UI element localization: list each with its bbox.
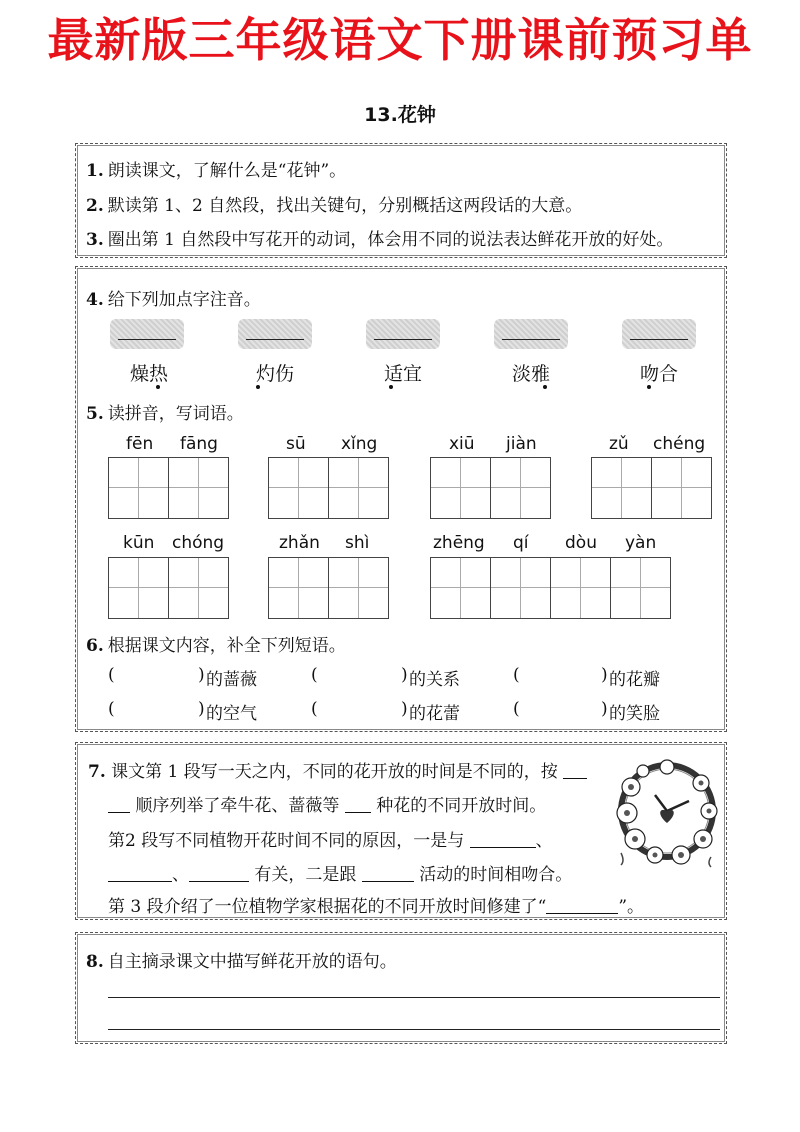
phrase-text: 的花瓣 [609,670,660,690]
question-number: 8. [86,952,104,972]
question-text: 圈出第 1 自然段中写花开的动词，体会用不同的说法表达鲜花开放的好处。 [107,230,674,250]
question-number: 6. [86,636,104,656]
dotted-word: 适宜 [383,363,422,385]
q7-text: 、 [535,831,553,851]
q7-text: 顺序列举了牵牛花、蔷薇等 [135,796,340,816]
question-text: 自主摘录课文中描写鲜花开放的语句。 [107,952,397,972]
answer-blank[interactable] [108,811,130,813]
close-paren: ) [401,699,408,719]
q7-line-3 [108,826,553,851]
question-number: 3. [86,230,104,250]
question-number: 4. [86,290,104,310]
writing-grid[interactable] [108,557,229,619]
pinyin-label: xiū [449,434,475,454]
open-paren: ( [108,665,115,685]
answer-blank[interactable] [563,777,587,779]
question-text: 根据课文内容，补全下列短语。 [107,636,346,656]
answer-blank[interactable] [470,846,536,848]
writing-grid[interactable] [268,557,389,619]
writing-grid[interactable] [430,557,671,619]
pinyin-label: fāng [180,434,218,454]
question-number: 7. [88,762,106,782]
close-paren: ) [601,665,608,685]
pinyin-answer-box[interactable] [494,319,568,349]
phrase-text: 的空气 [206,704,257,724]
q7-text: 有关，二是跟 [254,865,357,885]
question-5 [86,399,244,424]
phrase-text: 的关系 [409,670,460,690]
pinyin-label: yàn [625,533,657,553]
pinyin-label: chéng [653,434,706,454]
close-paren: ) [198,665,205,685]
q7-line-4 [108,860,572,885]
phrase-text: 的花蕾 [409,704,460,724]
pinyin-label: kūn [123,533,155,553]
pinyin-label: sū [286,434,306,454]
dotted-word: 燥热 [129,363,168,385]
answer-blank[interactable] [546,912,618,914]
question-text: 读拼音，写词语。 [107,404,244,424]
q7-text: 、 [172,865,189,885]
question-number: 5. [86,404,104,424]
pinyin-label: zǔ [609,434,629,454]
question-number: 2. [86,196,104,216]
lesson-title: 13.花钟 [364,104,436,126]
question-2 [86,191,582,216]
question-1 [86,156,346,181]
answer-line[interactable] [108,1029,720,1030]
q7-text: 种花的不同开放时间。 [376,796,547,816]
close-paren: ) [198,699,205,719]
q7-text: 第2 段写不同植物开花时间不同的原因，一是与 [108,831,465,851]
answer-blank[interactable] [108,880,172,882]
phrase-text: 的笑脸 [609,704,660,724]
answer-line[interactable] [108,997,720,998]
pinyin-label: fēn [126,434,154,454]
section-vocabulary [75,266,727,732]
close-paren: ) [401,665,408,685]
emphasis-dot [256,385,260,389]
q7-text: ”。 [618,897,645,917]
section-excerpt [75,932,727,1044]
open-paren: ( [108,699,115,719]
emphasis-dot [543,385,547,389]
q7-text: 课文第 1 段写一天之内，不同的花开放的时间是不同的，按 [111,762,558,782]
open-paren: ( [513,665,520,685]
question-text: 给下列加点字注音。 [107,290,261,310]
pinyin-label: dòu [565,533,597,553]
emphasis-dot [389,385,393,389]
pinyin-label: shì [345,533,370,553]
open-paren: ( [311,699,318,719]
question-number: 1. [86,161,104,181]
answer-blank[interactable] [362,880,414,882]
q7-line-2 [108,791,546,816]
pinyin-answer-box[interactable] [366,319,440,349]
phrase-text: 的蔷薇 [206,670,257,690]
dotted-word: 灼伤 [255,363,294,385]
question-text: 朗读课文，了解什么是“花钟”。 [107,161,347,181]
question-4 [86,285,261,310]
q7-line-5 [108,892,644,917]
q7-line-1 [88,757,587,782]
writing-grid[interactable] [591,457,712,519]
question-text: 默读第 1、2 自然段，找出关键句，分别概括这两段话的大意。 [107,196,583,216]
section-text-summary [75,742,727,920]
answer-blank[interactable] [345,811,371,813]
emphasis-dot [647,385,651,389]
question-6 [86,631,346,656]
question-8 [86,947,397,972]
pinyin-label: qí [513,533,529,553]
pinyin-label: jiàn [506,434,537,454]
open-paren: ( [513,699,520,719]
writing-grid[interactable] [430,457,551,519]
flower-clock-illustration [611,757,719,869]
writing-grid[interactable] [108,457,229,519]
open-paren: ( [311,665,318,685]
pinyin-answer-box[interactable] [622,319,696,349]
answer-blank[interactable] [189,880,249,882]
pinyin-answer-box[interactable] [238,319,312,349]
banner-title: 最新版三年级语文下册课前预习单 [47,13,753,67]
q7-text: 第 3 段介绍了一位植物学家根据花的不同开放时间修建了“ [108,897,547,917]
section-reading-tasks [75,143,727,258]
question-3 [86,225,673,250]
pinyin-label: zhǎn [279,533,320,553]
pinyin-label: zhēng [433,533,485,553]
pinyin-label: xǐng [341,434,378,454]
dotted-word: 吻合 [639,363,678,385]
close-paren: ) [601,699,608,719]
pinyin-label: chóng [172,533,225,553]
pinyin-answer-box[interactable] [110,319,184,349]
dotted-word: 淡雅 [511,363,550,385]
q7-text: 活动的时间相吻合。 [419,865,573,885]
emphasis-dot [156,385,160,389]
writing-grid[interactable] [268,457,389,519]
